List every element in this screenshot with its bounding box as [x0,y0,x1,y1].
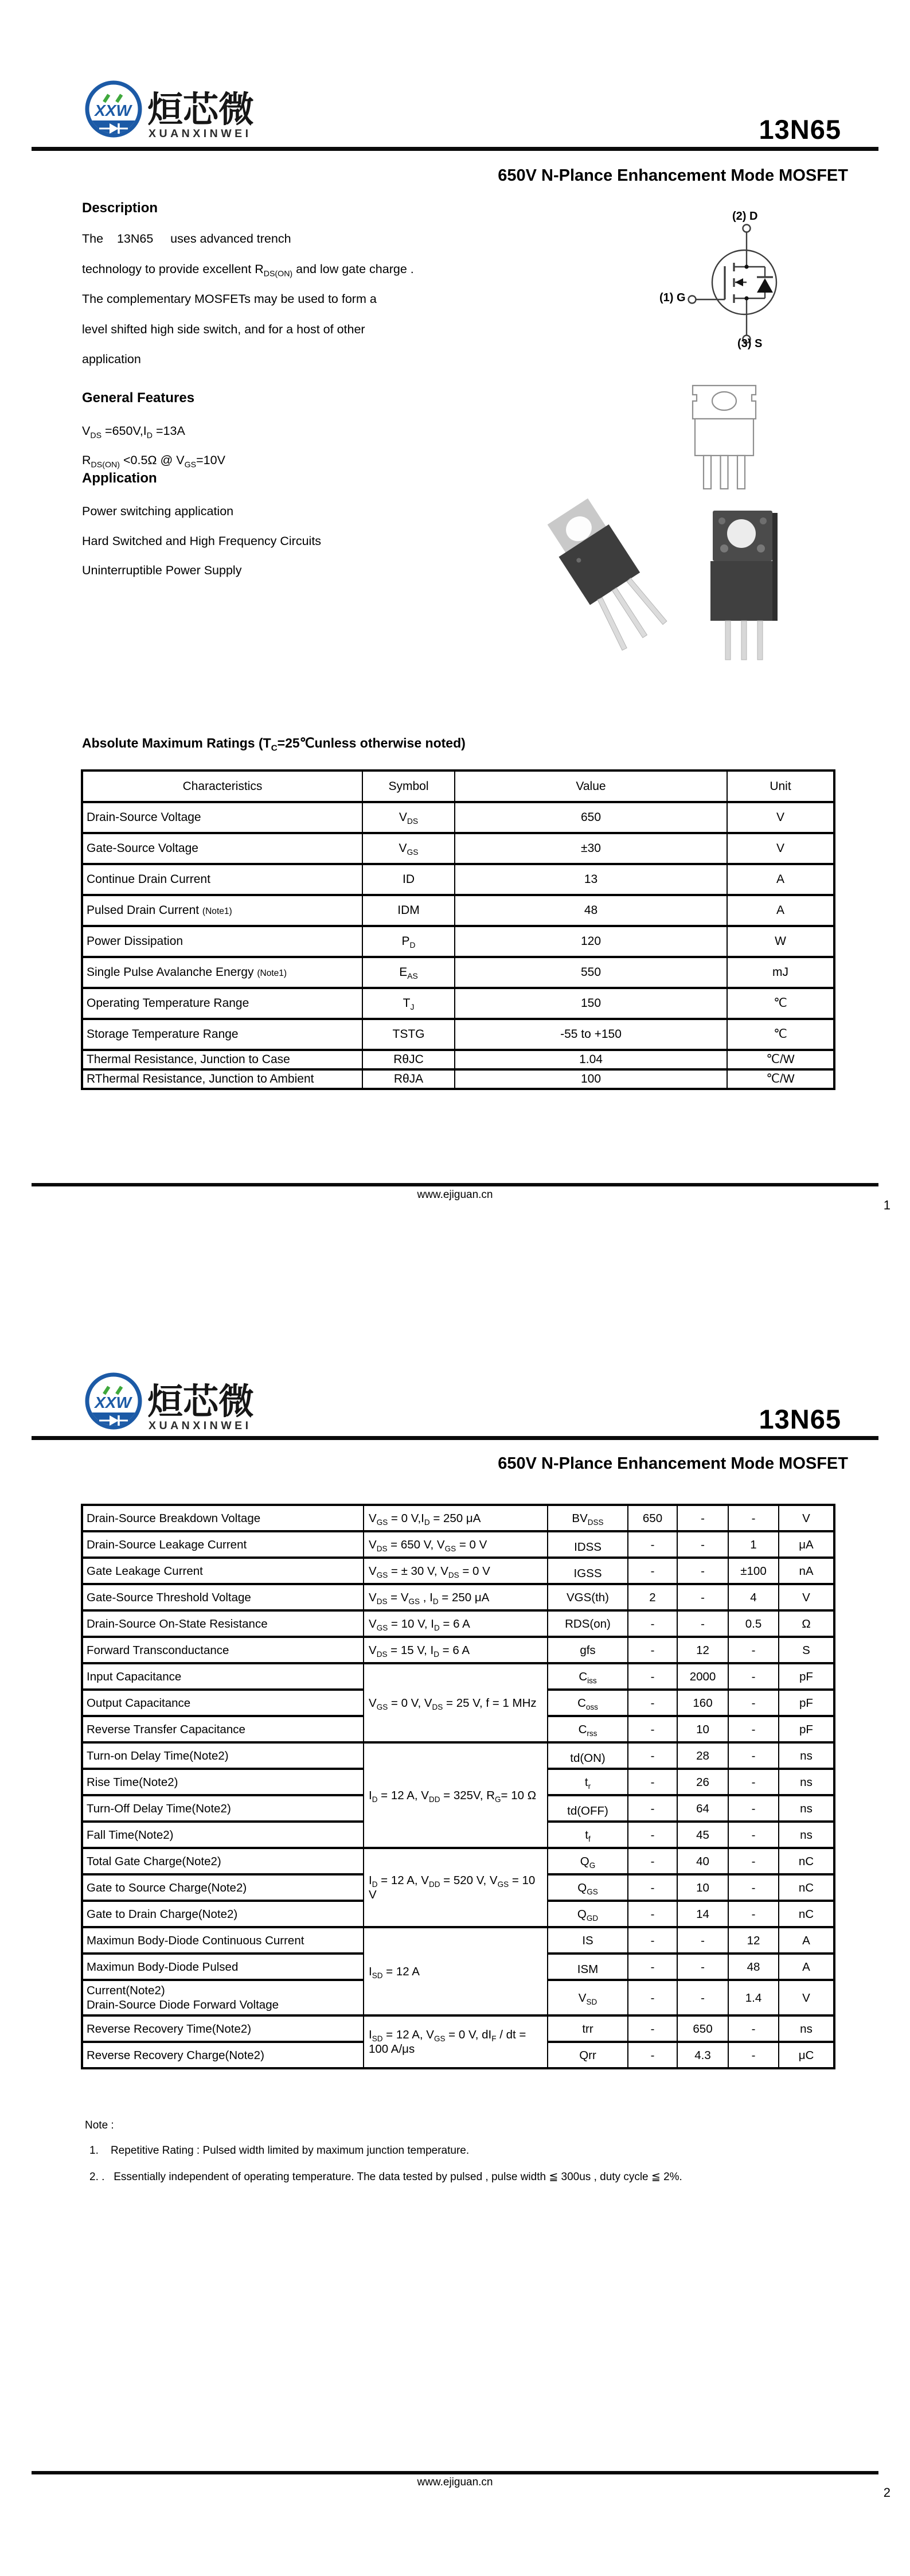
elec-cell-min: - [628,1980,677,2015]
elec-cell-min: - [628,1690,677,1716]
elec-cell-unit: ns [779,1795,834,1822]
abs-max-cell-unit: V [727,802,834,833]
elec-cell-unit: nC [779,1901,834,1927]
elec-cell-typ: - [677,1927,728,1954]
abs-max-cell-char: Storage Temperature Range [82,1019,362,1050]
elec-cell-typ: 12 [677,1637,728,1663]
abs-max-cell-char: Power Dissipation [82,926,362,957]
abs-max-header-row [82,771,834,802]
elec-cell-unit: V [779,1584,834,1610]
elec-cell-min: - [628,1927,677,1954]
header-divider-page2 [32,1436,878,1440]
elec-cell-symbol: $C_{rss}$ [548,1716,628,1742]
abs-max-cell-value: 120 [455,926,727,957]
elec-row [82,1927,834,1954]
elec-cell-typ: - [677,1610,728,1637]
elec-cell-max: - [728,1874,779,1901]
elec-cell-max: 0.5 [728,1610,779,1637]
abs-max-row [82,833,834,864]
elec-row [82,1610,834,1637]
elec-cell-min: 650 [628,1505,677,1531]
elec-cell-max: - [728,1716,779,1742]
elec-cell-symbol: $t_r$ [548,1769,628,1795]
elec-cell-condition: $V_{GS} = 10$ V, $I_D = 6$ A [364,1610,548,1637]
description-line-3: level shifted high side switch, and for a host of other [82,322,365,336]
elec-cell-max: - [728,1901,779,1927]
elec-cell-min: 2 [628,1584,677,1610]
elec-row [82,1505,834,1531]
elec-cell-condition: $I_{SD} = 12$ A, $V_{GS} = 0$ V, $dI_F$ / dt = 100 A/μs [364,2015,548,2068]
elec-cell-min: - [628,1716,677,1742]
header-divider [32,147,878,151]
abs-max-cell-value: 650 [455,802,727,833]
abs-max-cell-unit: A [727,864,834,895]
elec-cell-unit: ns [779,1769,834,1795]
elec-cell-condition: $V_{GS} = 0$ V, $V_{DS} = 25$ V, f = 1 MHz [364,1663,548,1742]
elec-cell-condition: $I_D = 12$ A, $V_{DD} = 325V$, $R_G= 10$ Ω [364,1742,548,1848]
page-number-2: 2 [883,2485,891,2500]
elec-cell-typ: 10 [677,1716,728,1742]
elec-cell-unit: ns [779,1822,834,1848]
elec-cell-max: 4 [728,1584,779,1610]
company-logo-icon-page2 [83,1370,281,1434]
elec-cell-unit: nC [779,1874,834,1901]
elec-row [82,1558,834,1584]
elec-cell-condition: $I_D = 12$ A, $V_{DD} = 520$ V, $V_{GS} = 10$ V [364,1848,548,1927]
elec-row [82,1584,834,1610]
elec-cell-condition: $I_{SD} = 12$ A [364,1927,548,2015]
elec-cell-max: 48 [728,1954,779,1980]
footer-divider-page2 [32,2471,878,2474]
abs-max-row [82,1069,834,1089]
elec-cell-max: - [728,1742,779,1769]
elec-cell-symbol: Qrr [548,2042,628,2068]
elec-cell-unit: A [779,1954,834,1980]
elec-cell-symbol: $Q_G$ [548,1848,628,1874]
elec-cell-unit: S [779,1637,834,1663]
elec-cell-characteristic: Turn-Off Delay Time(Note2) [82,1795,364,1822]
abs-max-cell-char: RThermal Resistance, Junction to Ambient [82,1069,362,1089]
page-title: 650V N-Plance Enhancement Mode MOSFET [498,166,848,185]
abs-max-cell-unit: ℃ [727,1019,834,1050]
abs-max-cell-sym: $P_D$ [362,926,455,957]
elec-cell-typ: - [677,1505,728,1531]
elec-cell-unit: A [779,1927,834,1954]
elec-cell-condition: $V_{GS} = 0$ $V,I_D = 250$ μA [364,1505,548,1531]
elec-cell-typ: 45 [677,1822,728,1848]
elec-cell-characteristic: Reverse Recovery Charge(Note2) [82,2042,364,2068]
elec-cell-max: - [728,1505,779,1531]
abs-max-cell-unit: V [727,833,834,864]
elec-cell-characteristic: Gate Leakage Current [82,1558,364,1584]
abs-max-row [82,1019,834,1050]
footer-url-page1: www.ejiguan.cn [417,1189,493,1201]
abs-max-cell-sym: $T_J$ [362,988,455,1019]
general-feature-line-0: $V_{DS} =650V,I_D =13A$ [82,424,185,441]
page-number-1: 1 [883,1198,891,1212]
company-logo [83,78,281,145]
abs-max-cell-sym: RθJC [362,1050,455,1069]
general-feature-line-1: $R_{DS(ON)} <0.5\Omega$ @ $V_{GS}=10V$ [82,453,225,470]
elec-row [82,1663,834,1690]
elec-cell-unit: V [779,1980,834,2015]
elec-cell-symbol: ISM [548,1954,628,1980]
elec-cell-symbol: gfs [548,1637,628,1663]
description-line-1: technology to provide excellent $R_{DS(ON)}$ and low gate charge . [82,262,414,278]
mosfet-symbol-diagram [659,207,820,359]
note-item-1: 2. . Essentially independent of operating temperature. The data tested by pulsed , pulse width ≦ 300us , duty cycle ≦ 2%. [89,2171,682,2183]
elec-cell-typ: 10 [677,1874,728,1901]
abs-max-row [82,957,834,988]
company-logo-icon [83,78,281,142]
abs-max-cell-char: Thermal Resistance, Junction to Case [82,1050,362,1069]
elec-cell-max: - [728,1637,779,1663]
elec-cell-characteristic: Output Capacitance [82,1690,364,1716]
elec-cell-typ: - [677,1954,728,1980]
elec-cell-characteristic: Maximun Body-Diode Pulsed [82,1954,364,1980]
abs-max-cell-sym: $V_{DS}$ [362,802,455,833]
elec-cell-characteristic: Gate-Source Threshold Voltage [82,1584,364,1610]
elec-cell-unit: ns [779,2015,834,2042]
elec-cell-characteristic: Drain-Source On-State Resistance [82,1610,364,1637]
part-number-page2: 13N65 [759,1404,841,1434]
abs-max-cell-sym: IDM [362,895,455,926]
elec-cell-typ: 28 [677,1742,728,1769]
description-text [82,224,414,375]
abs-max-cell-value: 550 [455,957,727,988]
abs-max-cell-value: -55 to +150 [455,1019,727,1050]
elec-cell-characteristic: Drain-Source Breakdown Voltage [82,1505,364,1531]
elec-cell-symbol: $V_{SD}$ [548,1980,628,2015]
elec-row [82,1848,834,1874]
elec-cell-max: - [728,1690,779,1716]
elec-cell-typ: 14 [677,1901,728,1927]
abs-max-cell-char: Operating Temperature Range [82,988,362,1019]
elec-cell-min: - [628,1531,677,1558]
elec-cell-unit: pF [779,1663,834,1690]
abs-max-cell-unit: mJ [727,957,834,988]
abs-max-row [82,802,834,833]
elec-cell-characteristic: Forward Transconductance [82,1637,364,1663]
elec-cell-characteristic: Maximun Body-Diode Continuous Current [82,1927,364,1954]
footer-url-page2: www.ejiguan.cn [417,2476,493,2488]
elec-cell-characteristic: Current(Note2) Drain-Source Diode Forward Voltage [82,1980,364,2015]
elec-cell-unit: Ω [779,1610,834,1637]
source-pin-label: (3) S [737,337,763,350]
page-title-page2: 650V N-Plance Enhancement Mode MOSFET [498,1454,848,1473]
elec-cell-symbol: trr [548,2015,628,2042]
elec-row [82,1637,834,1663]
abs-max-cell-unit: A [727,895,834,926]
abs-max-cell-value: 13 [455,864,727,895]
elec-cell-typ: 2000 [677,1663,728,1690]
abs-max-column-header: Symbol [362,771,455,802]
logo-latin-text: XUANXINWEI [149,127,252,140]
abs-max-cell-char: Pulsed Drain Current (Note1) [82,895,362,926]
elec-cell-min: - [628,1610,677,1637]
elec-cell-symbol: $C_{iss}$ [548,1663,628,1690]
elec-cell-symbol: RDS(on) [548,1610,628,1637]
elec-cell-symbol: IDSS [548,1531,628,1558]
notes-heading: Note : [85,2119,114,2131]
footer-divider-page1 [32,1183,878,1186]
elec-cell-condition: $V_{GS}$ = ± 30 V, $V_{DS} = 0$ V [364,1558,548,1584]
elec-cell-symbol: $t_f$ [548,1822,628,1848]
elec-cell-min: - [628,2015,677,2042]
elec-cell-typ: 64 [677,1795,728,1822]
abs-max-row [82,864,834,895]
mosfet-symbol-icon [675,212,807,356]
elec-cell-characteristic: Rise Time(Note2) [82,1769,364,1795]
elec-cell-unit: nC [779,1848,834,1874]
logo-chinese-text-page2: 烜芯微 [147,1382,255,1422]
elec-cell-max: 1 [728,1531,779,1558]
elec-cell-max: 1.4 [728,1980,779,2015]
abs-max-cell-value: 48 [455,895,727,926]
elec-cell-characteristic: Reverse Recovery Time(Note2) [82,2015,364,2042]
abs-max-cell-unit: ℃/W [727,1050,834,1069]
abs-max-row [82,895,834,926]
elec-cell-symbol: IGSS [548,1558,628,1584]
elec-cell-symbol: td(ON) [548,1742,628,1769]
elec-cell-unit: nA [779,1558,834,1584]
abs-max-cell-sym: $E_{AS}$ [362,957,455,988]
elec-cell-unit: pF [779,1690,834,1716]
elec-row [82,1531,834,1558]
elec-cell-min: - [628,1663,677,1690]
abs-max-column-header: Characteristics [82,771,362,802]
electrical-characteristics-table [81,1504,835,2069]
elec-cell-characteristic: Gate to Source Charge(Note2) [82,1874,364,1901]
application-line-0: Power switching application [82,504,234,518]
elec-cell-typ: - [677,1531,728,1558]
description-heading: Description [82,200,158,216]
abs-max-cell-sym: $V_{GS}$ [362,833,455,864]
application-line-1: Hard Switched and High Frequency Circuits [82,534,322,548]
elec-cell-max: - [728,2015,779,2042]
gate-pin-label: (1) G [659,291,686,304]
elec-cell-characteristic: Turn-on Delay Time(Note2) [82,1742,364,1769]
elec-cell-typ: - [677,1584,728,1610]
elec-cell-min: - [628,2042,677,2068]
elec-cell-min: - [628,1822,677,1848]
elec-cell-unit: ns [779,1742,834,1769]
elec-cell-min: - [628,1558,677,1584]
elec-cell-unit: μA [779,1531,834,1558]
elec-cell-typ: - [677,1980,728,2015]
elec-cell-typ: - [677,1558,728,1584]
abs-max-cell-value: ±30 [455,833,727,864]
elec-cell-symbol: $C_{oss}$ [548,1690,628,1716]
abs-max-cell-value: 1.04 [455,1050,727,1069]
application-line-2: Uninterruptible Power Supply [82,563,242,577]
elec-cell-min: - [628,1874,677,1901]
abs-max-cell-sym: TSTG [362,1019,455,1050]
elec-cell-min: - [628,1769,677,1795]
company-logo-page2 [83,1370,281,1437]
notes-list [89,2138,682,2190]
elec-cell-typ: 160 [677,1690,728,1716]
abs-max-cell-unit: W [727,926,834,957]
elec-cell-characteristic: Fall Time(Note2) [82,1822,364,1848]
elec-cell-characteristic: Gate to Drain Charge(Note2) [82,1901,364,1927]
abs-max-cell-char: Single Pulse Avalanche Energy (Note1) [82,957,362,988]
abs-max-table [81,769,835,1090]
abs-max-heading: Absolute Maximum Ratings ($T_C=25℃unless$ otherwise noted) [82,736,466,753]
elec-cell-condition: $V_{DS} = V_{GS}$ , $I_D = 250$ μA [364,1584,548,1610]
elec-cell-characteristic: Input Capacitance [82,1663,364,1690]
elec-row [82,1742,834,1769]
elec-cell-unit: V [779,1505,834,1531]
abs-max-cell-unit: ℃/W [727,1069,834,1089]
package-photo-front [708,508,780,662]
logo-chinese-text: 烜芯微 [147,90,255,130]
elec-cell-condition: $V_{DS} = 15$ V, $I_D = 6$ A [364,1637,548,1663]
abs-max-cell-value: 100 [455,1069,727,1089]
elec-cell-characteristic: Drain-Source Leakage Current [82,1531,364,1558]
description-line-4: application [82,352,141,366]
elec-cell-max: ±100 [728,1558,779,1584]
elec-cell-min: - [628,1795,677,1822]
application-text [82,497,321,586]
elec-cell-symbol: $BV_{DSS}$ [548,1505,628,1531]
logo-abbr-text-page2: XXW [95,1394,131,1411]
abs-max-cell-sym: ID [362,864,455,895]
elec-cell-max: 12 [728,1927,779,1954]
elec-cell-symbol: VGS(th) [548,1584,628,1610]
abs-max-row [82,926,834,957]
application-heading: Application [82,470,157,486]
elec-cell-max: - [728,2042,779,2068]
elec-cell-condition: $V_{DS} = 650$ V, $V_{GS} = 0$ V [364,1531,548,1558]
elec-cell-symbol: td(OFF) [548,1795,628,1822]
part-number: 13N65 [759,114,841,145]
general-features-heading: General Features [82,390,195,406]
abs-max-row [82,988,834,1019]
elec-cell-symbol: $Q_{GD}$ [548,1901,628,1927]
package-photo-angled [544,500,664,664]
elec-cell-typ: 26 [677,1769,728,1795]
logo-abbr-text: XXW [95,102,131,119]
abs-max-cell-char: Gate-Source Voltage [82,833,362,864]
description-line-0: The 13N65 uses advanced trench [82,232,291,246]
elec-cell-characteristic: Total Gate Charge(Note2) [82,1848,364,1874]
note-item-0: 1. Repetitive Rating : Pulsed width limited by maximum junction temperature. [89,2145,470,2157]
abs-max-column-header: Unit [727,771,834,802]
elec-cell-max: - [728,1822,779,1848]
elec-cell-min: - [628,1848,677,1874]
elec-cell-max: - [728,1663,779,1690]
description-line-2: The complementary MOSFETs may be used to form a [82,292,377,306]
elec-cell-min: - [628,1637,677,1663]
elec-cell-typ: 650 [677,2015,728,2042]
logo-latin-text-page2: XUANXINWEI [149,1419,252,1432]
drain-pin-label: (2) D [732,210,758,223]
elec-cell-unit: μC [779,2042,834,2068]
abs-max-cell-char: Continue Drain Current [82,864,362,895]
elec-cell-max: - [728,1795,779,1822]
elec-cell-symbol: $Q_{GS}$ [548,1874,628,1901]
elec-cell-max: - [728,1769,779,1795]
elec-cell-typ: 40 [677,1848,728,1874]
general-features-text [82,417,225,475]
abs-max-column-header: Value [455,771,727,802]
abs-max-cell-value: 150 [455,988,727,1019]
to220-photo-icon [534,493,676,659]
elec-cell-max: - [728,1848,779,1874]
package-outline-drawing [687,383,763,493]
elec-cell-min: - [628,1954,677,1980]
abs-max-row [82,1050,834,1069]
elec-cell-min: - [628,1742,677,1769]
elec-cell-characteristic: Reverse Transfer Capacitance [82,1716,364,1742]
elec-cell-typ: 4.3 [677,2042,728,2068]
elec-cell-unit: pF [779,1716,834,1742]
abs-max-cell-sym: RθJA [362,1069,455,1089]
abs-max-cell-char: Drain-Source Voltage [82,802,362,833]
elec-cell-symbol: IS [548,1927,628,1954]
elec-cell-min: - [628,1901,677,1927]
elec-row [82,2015,834,2042]
abs-max-cell-unit: ℃ [727,988,834,1019]
